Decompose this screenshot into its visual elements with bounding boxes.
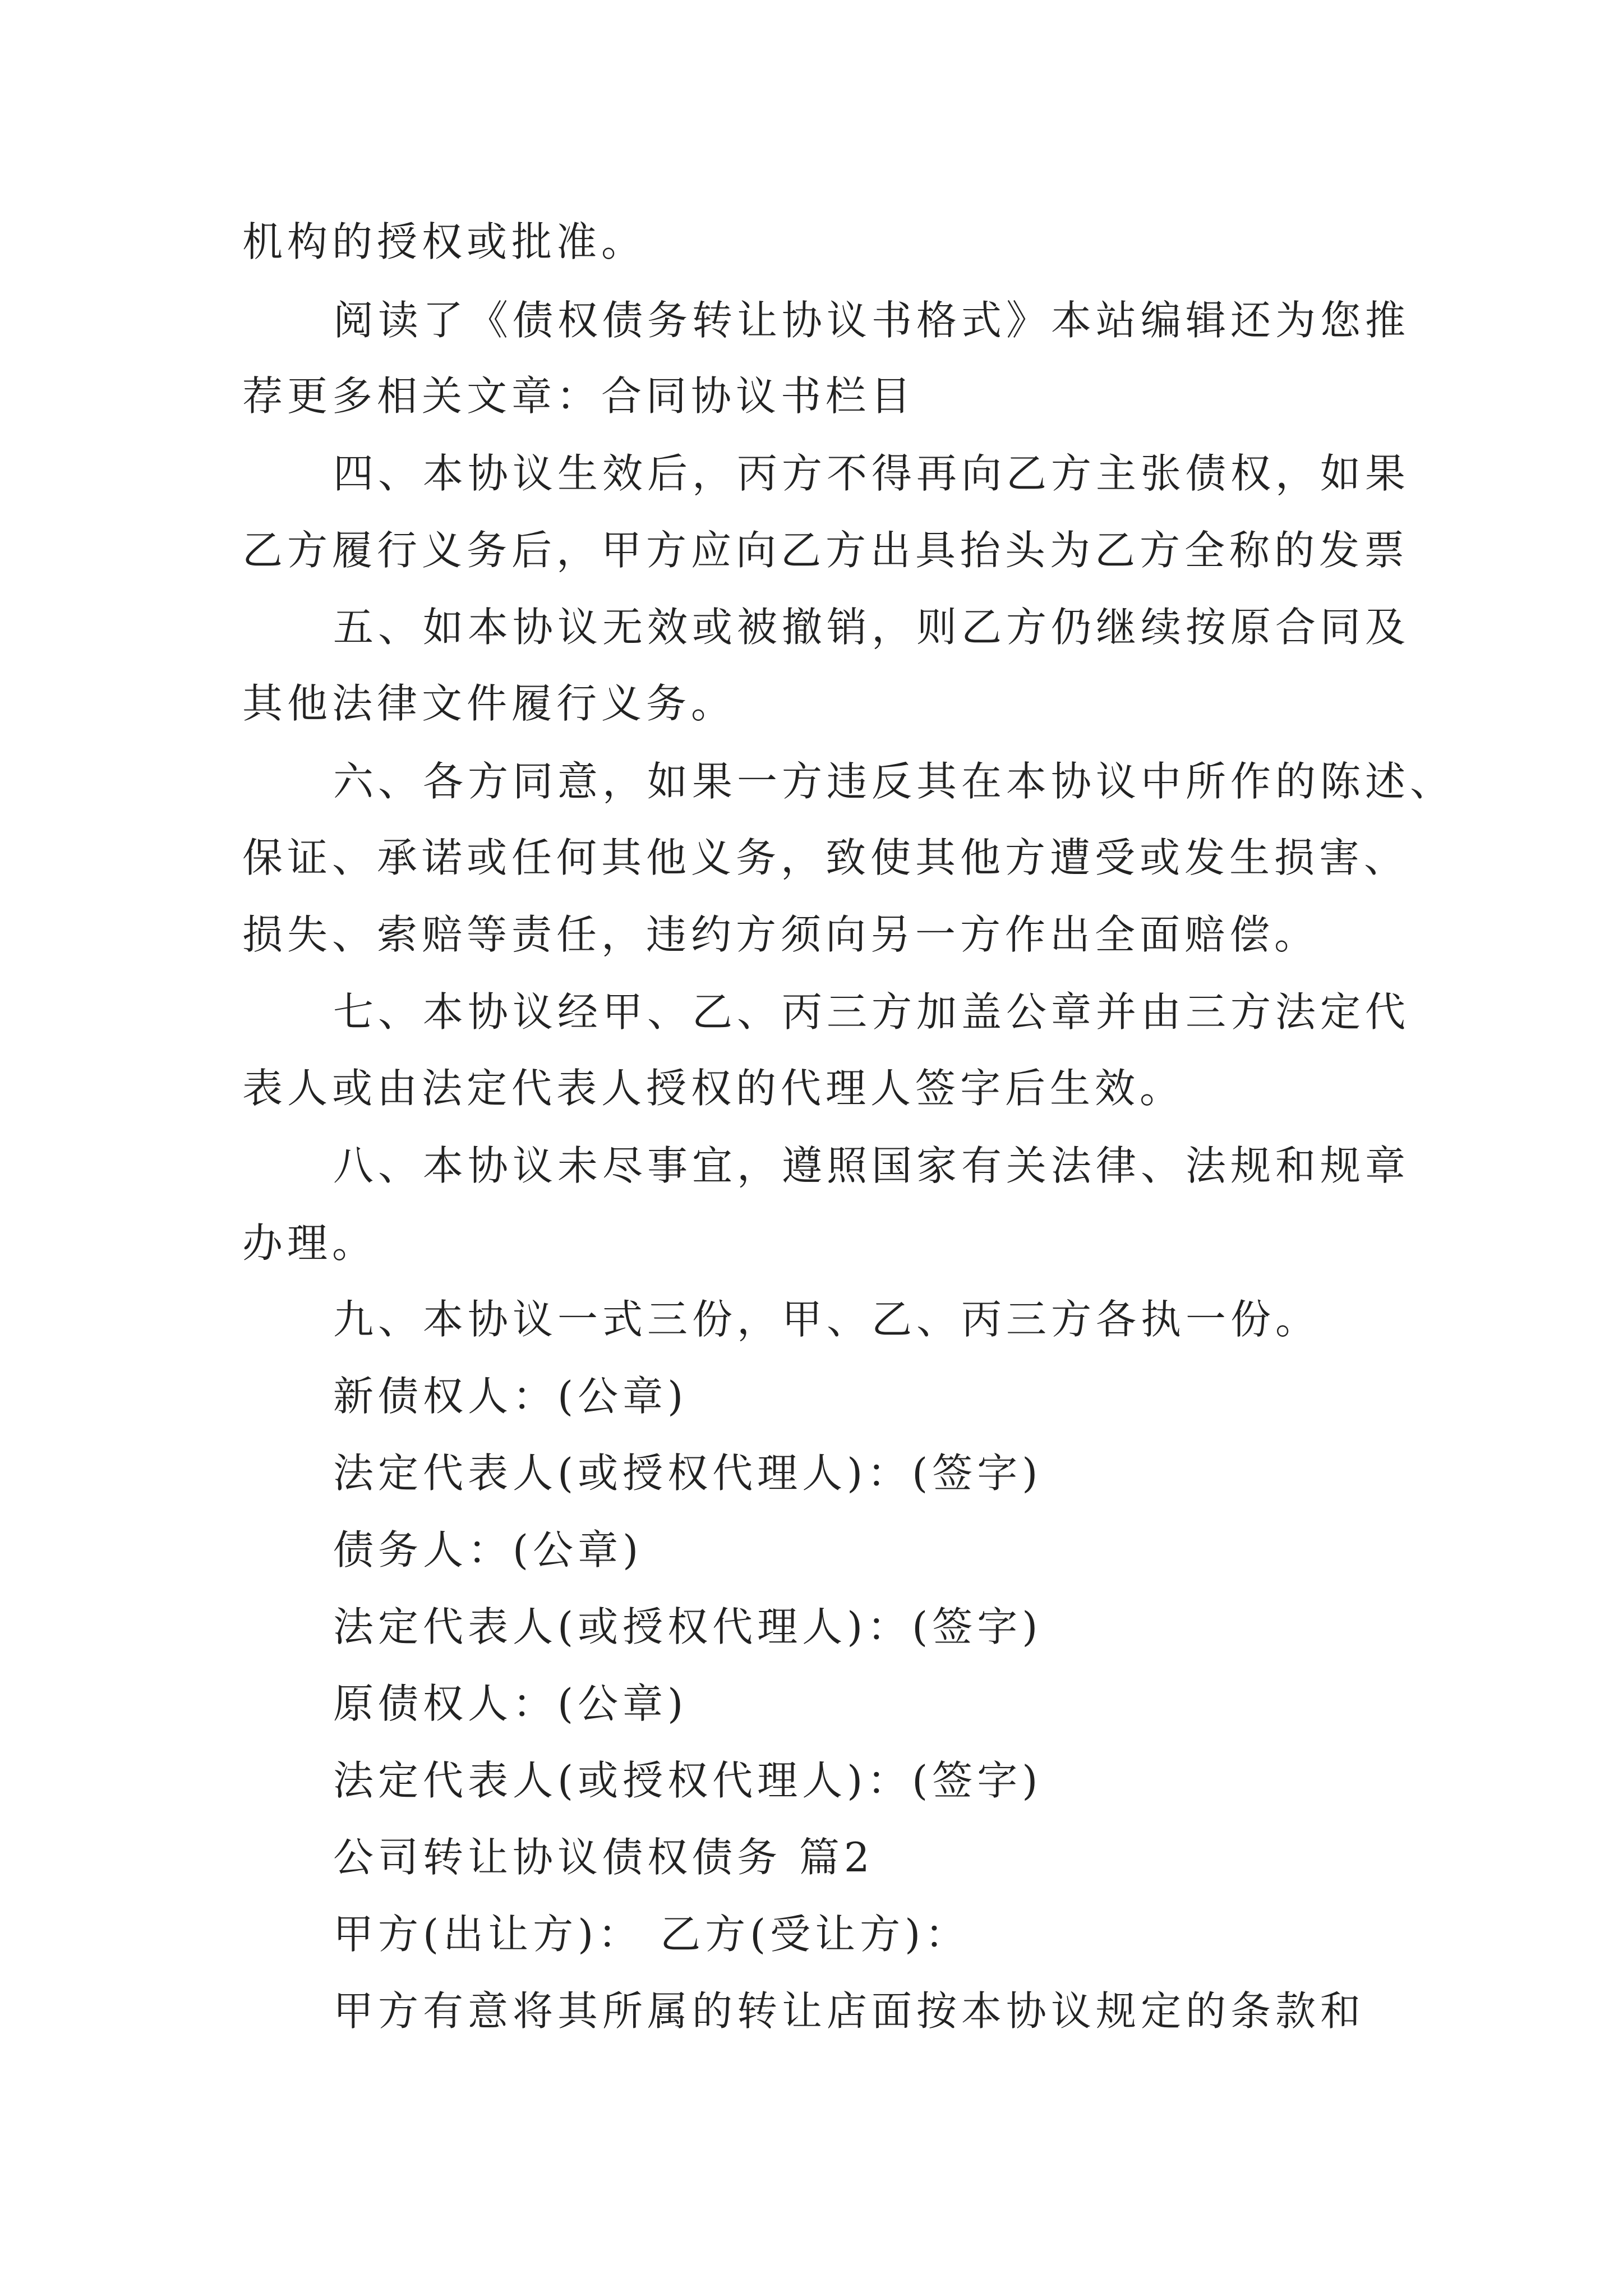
- paragraph-line: 四、本协议生效后，丙方不得再向乙方主张债权，如果: [333, 450, 1410, 497]
- parties-line: 甲方(出让方)： 乙方(受让方)：: [333, 1911, 970, 1958]
- paragraph-line: 荐更多相关文章：合同协议书栏目: [242, 372, 916, 420]
- paragraph-line: 九、本协议一式三份，甲、乙、丙三方各执一份。: [333, 1296, 1321, 1343]
- paragraph-line: 六、各方同意，如果一方违反其在本协议中所作的陈述、: [333, 758, 1455, 805]
- paragraph-line: 机构的授权或批准。: [242, 218, 647, 265]
- paragraph-line: 办理。: [242, 1220, 377, 1267]
- paragraph-line: 其他法律文件履行义务。: [242, 680, 736, 727]
- signature-line: 新债权人：(公章): [333, 1373, 688, 1420]
- signature-line: 原债权人：(公章): [333, 1680, 688, 1727]
- paragraph-line: 五、如本协议无效或被撤销，则乙方仍继续按原合同及: [333, 604, 1410, 651]
- closing-line: 甲方有意将其所属的转让店面按本协议规定的条款和: [333, 1987, 1366, 2035]
- paragraph-line: 阅读了《债权债务转让协议书格式》本站编辑还为您推: [333, 297, 1410, 344]
- section-title: 公司转让协议债权债务 篇2: [333, 1834, 874, 1881]
- paragraph-line: 七、本协议经甲、乙、丙三方加盖公章并由三方法定代: [333, 988, 1410, 1036]
- paragraph-line: 保证、承诺或任何其他义务，致使其他方遭受或发生损害、: [242, 834, 1409, 881]
- paragraph-line: 八、本协议未尽事宜，遵照国家有关法律、法规和规章: [333, 1142, 1410, 1189]
- signature-line: 法定代表人(或授权代理人)：(签字): [333, 1450, 1043, 1497]
- signature-line: 法定代表人(或授权代理人)：(签字): [333, 1757, 1043, 1804]
- paragraph-line: 损失、索赔等责任，违约方须向另一方作出全面赔偿。: [242, 911, 1320, 958]
- paragraph-line: 表人或由法定代表人授权的代理人签字后生效。: [242, 1065, 1185, 1112]
- paragraph-line: 乙方履行义务后，甲方应向乙方出具抬头为乙方全称的发票: [242, 527, 1409, 574]
- signature-line: 债务人：(公章): [333, 1526, 643, 1573]
- signature-line: 法定代表人(或授权代理人)：(签字): [333, 1603, 1043, 1650]
